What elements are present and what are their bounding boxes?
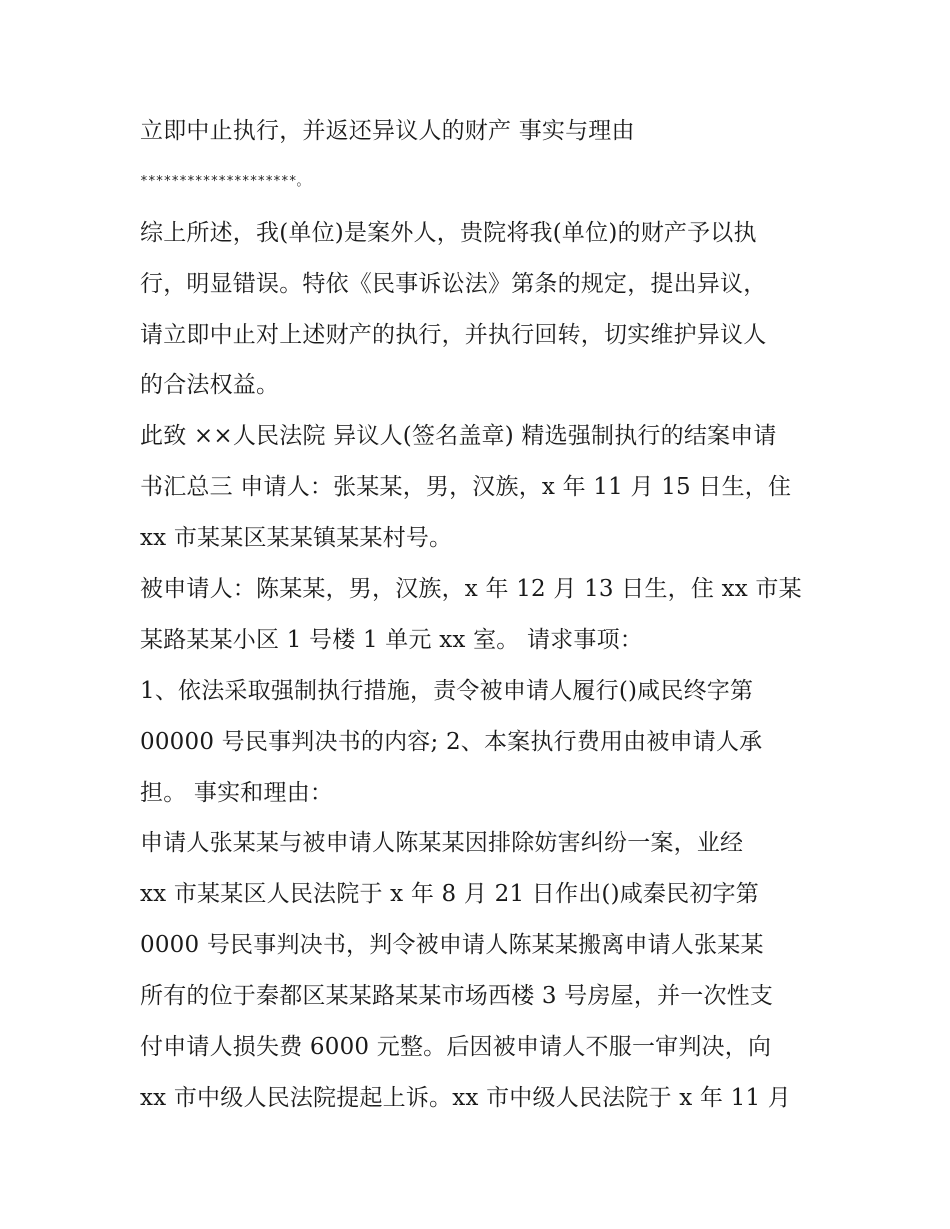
text-line: 0000 号民事判决书，判令被申请人陈某某搬离申请人张某某 <box>140 932 764 959</box>
text-line: xx 市某某区人民法院于 x 年 8 月 21 日作出()咸秦民初字第 <box>140 881 759 908</box>
text-line: 的合法权益。 <box>140 372 280 399</box>
text-line: 行，明显错误。特依《民事诉讼法》第条的规定，提出异议， <box>140 270 767 297</box>
text-line: 请立即中止对上述财产的执行，并执行回转，切实维护异议人 <box>140 321 767 348</box>
text-line: 申请人张某某与被申请人陈某某因排除妨害纠纷一案，业经 <box>140 830 744 857</box>
text-line: 所有的位于秦都区某某路某某市场西楼 3 号房屋，并一次性支 <box>140 983 774 1010</box>
text-line: 被申请人：陈某某，男，汉族，x 年 12 月 13 日生，住 xx 市某 <box>140 576 802 603</box>
text-line: 立即中止执行，并返还异议人的财产 事实与理由 <box>140 118 635 144</box>
text-line: 某路某某小区 1 号楼 1 单元 xx 室。 请求事项： <box>140 626 643 653</box>
text-line: ********************。 <box>140 173 310 189</box>
text-line: xx 市某某区某某镇某某村号。 <box>140 525 453 552</box>
text-line: xx 市中级人民法院提起上诉。xx 市中级人民法院于 x 年 11 月 <box>140 1084 791 1111</box>
text-line: 书汇总三 申请人：张某某，男，汉族，x 年 11 月 15 日生，住 <box>140 474 792 501</box>
text-line: 付申请人损失费 6000 元整。后因被申请人不服一审判决，向 <box>140 1034 772 1061</box>
text-line: 担。 事实和理由： <box>140 779 334 806</box>
text-line: 1、依法采取强制执行措施，责令被申请人履行()咸民终字第 <box>140 677 754 704</box>
document-body <box>140 106 820 1124</box>
text-line: 综上所述，我(单位)是案外人，贵院将我(单位)的财产予以执 <box>140 219 757 246</box>
text-line: 00000 号民事判决书的内容; 2、本案执行费用由被申请人承 <box>140 728 763 755</box>
text-line: 此致 ××人民法院 异议人(签名盖章) 精选强制执行的结案申请 <box>140 423 777 450</box>
